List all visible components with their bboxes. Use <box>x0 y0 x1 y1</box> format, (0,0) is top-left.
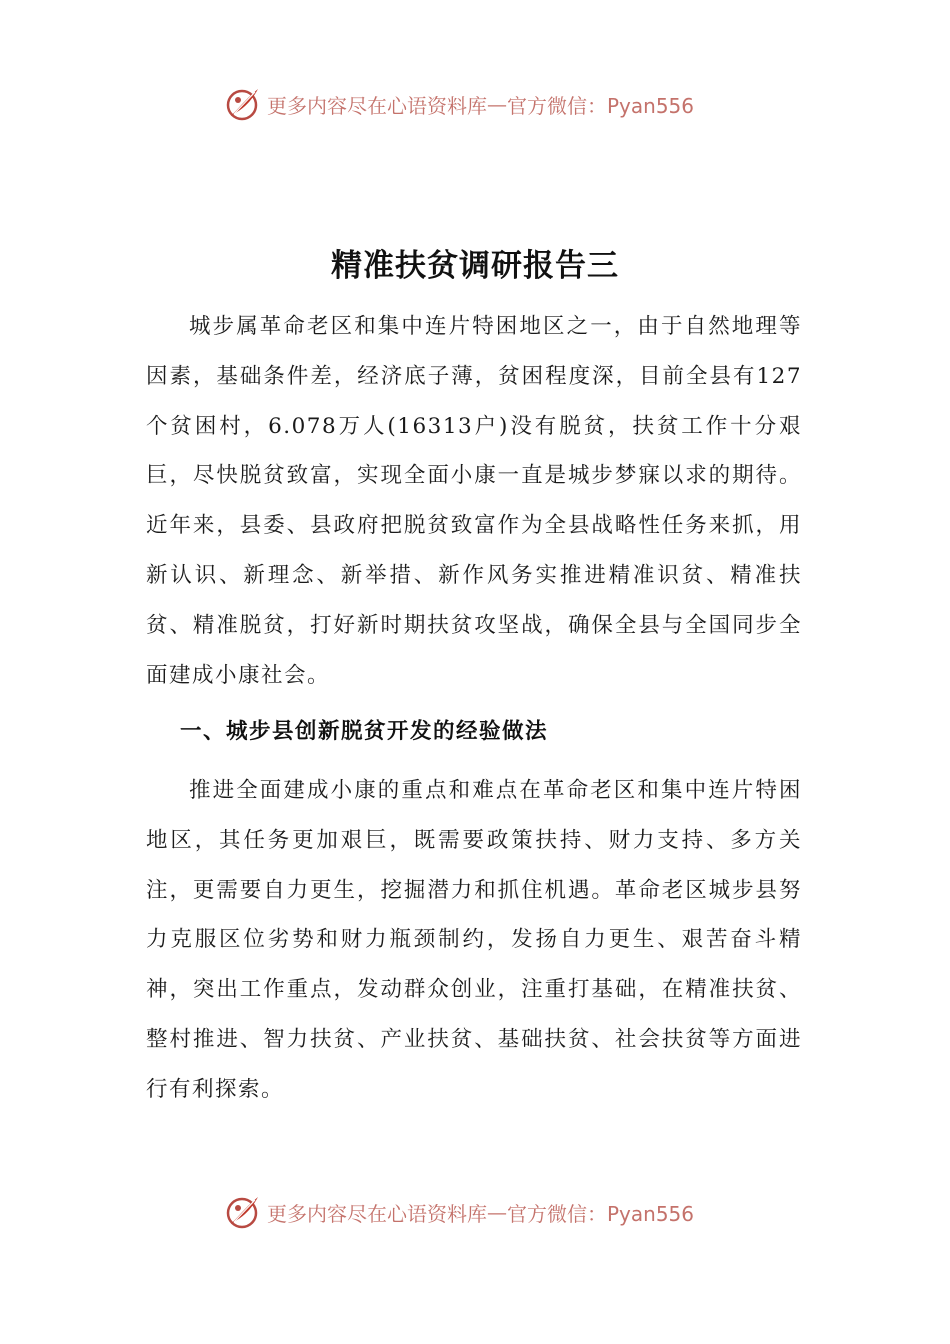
section-paragraph: 推进全面建成小康的重点和难点在革命老区和集中连片特困地区，其任务更加艰巨，既需要政策扶持、财力支持、多方关注，更需要自力更生，挖掘潜力和抓住机遇。革命老区城步县努力克服区位劣势和财力瓶颈制约，发扬自力更生、艰苦奋斗精神，突出工作重点，发动群众创业，注重打基础，在精准扶贫、整村推进、智力扶贫、产业扶贫、基础扶贫、社会扶贫等方面进行有利探索。 <box>146 778 802 1102</box>
watermark-banner-top <box>225 84 694 124</box>
watermark-dash: — <box>487 1200 507 1224</box>
feather-logo-icon <box>225 86 261 122</box>
intro-paragraph: 城步属革命老区和集中连片特困地区之一，由于自然地理等因素，基础条件差，经济底子薄，贫困程度深，目前全县有127个贫困村，6.078万人(16313户)没有脱贫，扶贫工作十分艰巨，尽快脱贫致富，实现全面小康一直是城步梦寐以求的期待。近年来，县委、县政府把脱贫致富作为全县战略性任务来抓，用新认识、新理念、新举措、新作风务实推进精准识贫、精准扶贫、精准脱贫，打好新时期扶贫攻坚战，确保全县与全国同步全面建成小康社会。 <box>146 314 802 688</box>
watermark-text: 更多内容尽在心语资料库 <box>267 93 487 118</box>
feather-logo-icon <box>225 1194 261 1230</box>
watermark-dash: — <box>487 92 507 116</box>
section-heading: 一、城步县创新脱贫开发的经验做法 <box>180 719 549 744</box>
document-title: 精准扶贫调研报告三 <box>331 248 619 284</box>
watermark-text: 更多内容尽在心语资料库 <box>267 1201 487 1226</box>
watermark-contact: 官方微信：Pyan556 <box>507 93 695 118</box>
watermark-contact: 官方微信：Pyan556 <box>507 1201 695 1226</box>
watermark-banner-bottom <box>225 1192 694 1232</box>
